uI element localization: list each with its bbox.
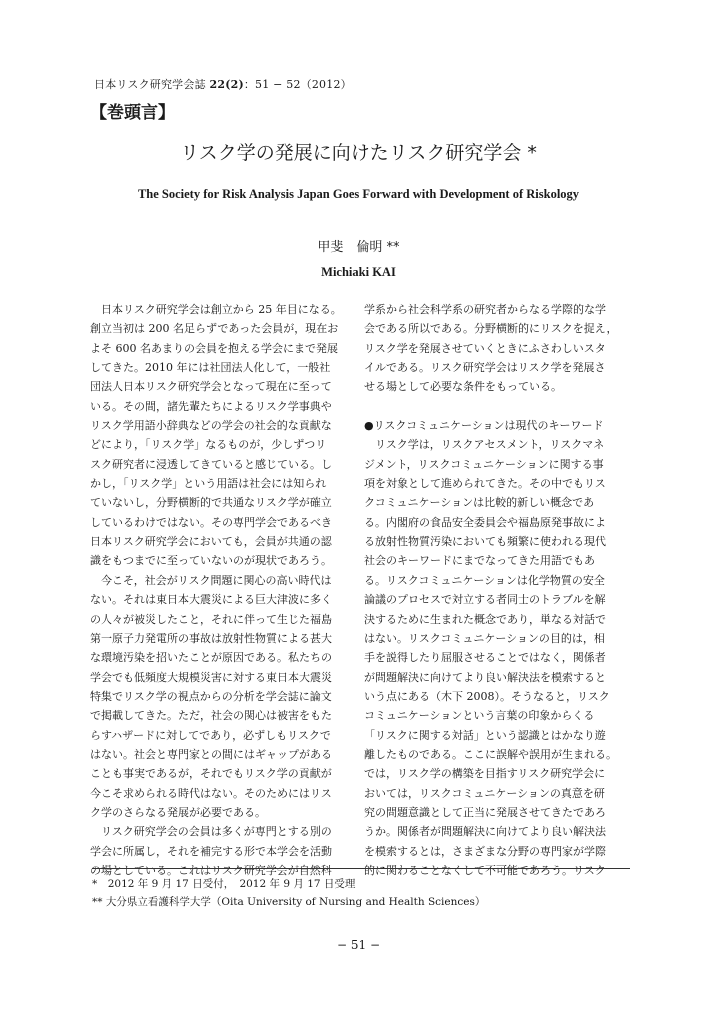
body-line: を模索するとは，さまざまな分野の専門家が学際 <box>364 844 606 858</box>
body-line: の人々が被災したこと，それに伴って生じた福島 <box>90 612 332 626</box>
body-line: 日本リスク研究学会は創立から 25 年目になる。 <box>90 303 342 316</box>
body-line: 論議のプロセスで対立する者同士のトラブルを解 <box>364 593 606 607</box>
body-line: が問題解決に向けてより良い解決法を模索すると <box>364 670 606 684</box>
journal-name: 日本リスク研究学会誌 <box>94 78 206 91</box>
body-line: リスク学は，リスクアセスメント，リスクマネ <box>364 438 605 452</box>
body-line: よそ 600 名あまりの会員を抱える学会にまで発展 <box>90 341 338 355</box>
body-line: 離したものである。ここに誤解や誤用が生まれる。 <box>364 747 617 761</box>
body-line: 学系から社会科学系の研究者からなる学際的な学 <box>364 303 606 316</box>
body-line: 日本リスク研究学会においても，会員が共通の認 <box>90 535 332 549</box>
author-japanese: 甲斐 倫明 ** <box>317 240 400 255</box>
footnote-received: * 2012 年 9 月 17 日受付， 2012 年 9 月 17 日受理 <box>92 878 356 890</box>
body-line: ない。それは東日本大震災による巨大津波に多く <box>90 593 332 607</box>
body-line: かし，「リスク学」という用語は社会には知られ <box>90 477 327 491</box>
title-japanese: リスク学の発展に向けたリスク研究学会 * <box>180 142 537 164</box>
body-line: スク研究者に浸透してきていると感じている。し <box>90 457 332 471</box>
body-line: 識をもつまでに至っていないのが現状であろう。 <box>90 554 332 568</box>
body-line: 会である所以である。分野横断的にリスクを捉え， <box>364 322 618 336</box>
body-line: 団法人日本リスク研究学会となって現在に至って <box>90 380 332 394</box>
body-line: はない。社会と専門家との間にはギャップがある <box>90 747 332 761</box>
body-line: 「リスクに関する対話」という認識とはかなり遊 <box>364 728 606 742</box>
author-english: Michiaki KAI <box>321 265 396 279</box>
body-line: おいては，リスクコミュニケーションの真意を研 <box>364 786 605 800</box>
body-line: 手を説得したり屈服させることではなく，関係者 <box>364 651 606 665</box>
journal-volume: 22(2) <box>209 78 244 91</box>
body-line: リスク学を発展させていくときにふさわしいスタ <box>364 341 606 355</box>
body-line: ことも事実であるが，それでもリスク学の貢献が <box>90 767 332 781</box>
body-column-right <box>364 300 636 880</box>
body-line: 的に関わることなくして不可能であろう。リスク <box>364 863 606 877</box>
body-line: ●リスクコミュニケーションは現代のキーワード <box>364 419 604 433</box>
body-column-left <box>90 300 362 880</box>
journal-header <box>94 76 352 92</box>
body-line: いる。その間，諸先輩たちによるリスク学事典や <box>90 399 332 413</box>
body-line: る放射性物質汚染においても頻繁に使われる現代 <box>364 535 606 549</box>
body-line: 今こそ求められる時代はない。そのためにはリス <box>90 786 332 800</box>
body-line: リスク研究学会の会員は多くが専門とする別の <box>90 825 332 839</box>
body-line: 項を対象として進められてきた。その中でもリス <box>364 477 606 491</box>
footnote-affiliation: ** 大分県立看護科学大学（Oita University of Nursing and Health Sciences） <box>92 896 486 908</box>
body-line: 学会でも低頻度大規模災害に対する東日本大震災 <box>90 670 332 684</box>
body-line: しているわけではない。その専門学会であるべき <box>90 515 332 529</box>
body-line: 創立当初は 200 名足らずであった会員が，現在お <box>90 322 339 336</box>
body-line: クコミュニケーションは比較的新しい概念であ <box>364 496 595 510</box>
body-line: で掲載してきた。ただ，社会の関心は被害をもた <box>90 709 332 723</box>
journal-pages: ：51 − 52（2012） <box>243 78 352 91</box>
body-line: の場としている。これはリスク研究学会が自然科 <box>90 863 332 877</box>
body-line: 学会に所属し，それを補完する形で本学会を活動 <box>90 844 332 858</box>
body-line: うか。関係者が問題解決に向けてより良い解決法 <box>364 825 606 839</box>
body-line: はない。リスクコミュニケーションの目的は，相 <box>364 631 605 645</box>
body-line: どにより，「リスク学」なるものが，少しずつリ <box>90 438 327 452</box>
body-line: してきた。2010 年には社団法人化して，一般社 <box>90 361 331 375</box>
body-line: 究の問題意識として正当に発展させてきたであろ <box>364 805 606 819</box>
body-line: ジメント，リスクコミュニケーションに関する事 <box>364 457 604 471</box>
body-line: せる場として必要な条件をもっている。 <box>364 380 562 394</box>
paragraph-gap <box>364 397 636 416</box>
body-line: る。内閣府の食品安全委員会や福島原発事故によ <box>364 515 606 529</box>
body-line: ク学のさらなる発展が必要である。 <box>90 805 266 819</box>
body-line: らすハザードに対してであり，必ずしもリスクで <box>90 728 331 742</box>
body-line: コミュニケーションという言葉の印象からくる <box>364 709 595 723</box>
footnote-divider <box>92 868 630 869</box>
body-line: では，リスク学の構築を目指すリスク研究学会に <box>364 767 606 781</box>
body-line: 決するために生まれた概念であり，単なる対話で <box>364 612 606 626</box>
body-line: 特集でリスク学の視点からの分析を学会誌に論文 <box>90 689 332 703</box>
body-line: イルである。リスク研究学会はリスク学を発展さ <box>364 361 606 375</box>
body-line: リスク学用語小辞典などの学会の社会的な貢献な <box>90 419 332 433</box>
body-line: 今こそ，社会がリスク問題に関心の高い時代は <box>90 573 332 587</box>
page-number: − 51 − <box>336 938 380 952</box>
body-line: いう点にある（木下 2008）。そうなると，リスク <box>364 689 610 703</box>
body-line: ていないし，分野横断的で共通なリスク学が確立 <box>90 496 332 510</box>
body-line: る。リスクコミュニケーションは化学物質の安全 <box>364 573 605 587</box>
body-line: な環境汚染を招いたことが原因である。私たちの <box>90 651 332 665</box>
body-line: 社会のキーワードにまでなってきた用語でもあ <box>364 554 595 568</box>
body-line: 第一原子力発電所の事故は放射性物質による甚大 <box>90 631 332 645</box>
title-english: The Society for Risk Analysis Japan Goes Forward with Development of Riskology <box>137 187 580 201</box>
article-category: 【巻頭言】 <box>90 103 175 123</box>
